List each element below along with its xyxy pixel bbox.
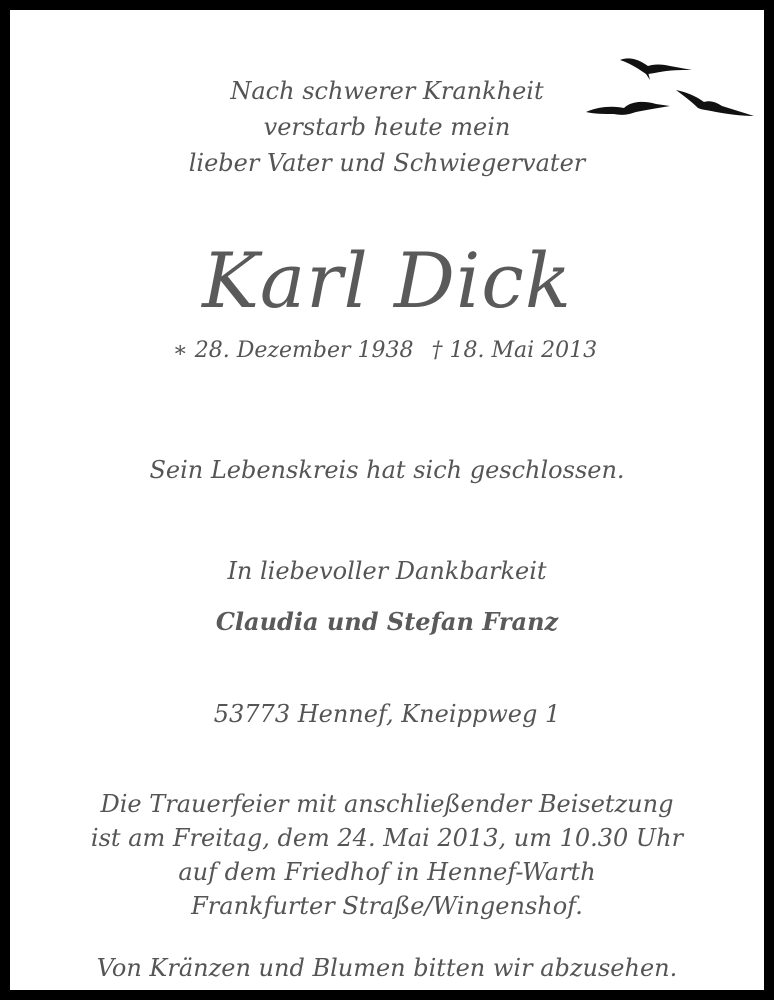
intro-line: Nach schwerer Krankheit bbox=[230, 77, 544, 105]
birth-date: ∗ 28. Dezember 1938 bbox=[172, 338, 414, 363]
funeral-details bbox=[10, 787, 764, 923]
address-text: 53773 Hennef, Kneippweg 1 bbox=[213, 700, 561, 728]
family-names: Claudia und Stefan Franz bbox=[215, 607, 559, 636]
funeral-line: Die Trauerfeier mit anschließender Beisetzung bbox=[100, 790, 674, 818]
intro-line: lieber Vater und Schwiegervater bbox=[188, 149, 586, 177]
funeral-line: ist am Freitag, dem 24. Mai 2013, um 10.30 Uhr bbox=[90, 824, 684, 852]
funeral-line: auf dem Friedhof in Hennef-Warth bbox=[178, 858, 596, 886]
deceased-name: Karl Dick bbox=[202, 236, 572, 325]
life-dates bbox=[8, 335, 762, 367]
motto-text: Sein Lebenskreis hat sich geschlossen. bbox=[149, 456, 625, 484]
intro-text bbox=[10, 73, 764, 181]
intro-line: verstarb heute mein bbox=[263, 113, 511, 141]
thanks-text: In liebevoller Dankbarkeit bbox=[227, 557, 547, 585]
flowers-wish: Von Kränzen und Blumen bitten wir abzusehen. bbox=[96, 954, 678, 982]
death-date: † 18. Mai 2013 bbox=[431, 338, 598, 363]
funeral-line: Frankfurter Straße/Wingenshof. bbox=[191, 892, 583, 920]
